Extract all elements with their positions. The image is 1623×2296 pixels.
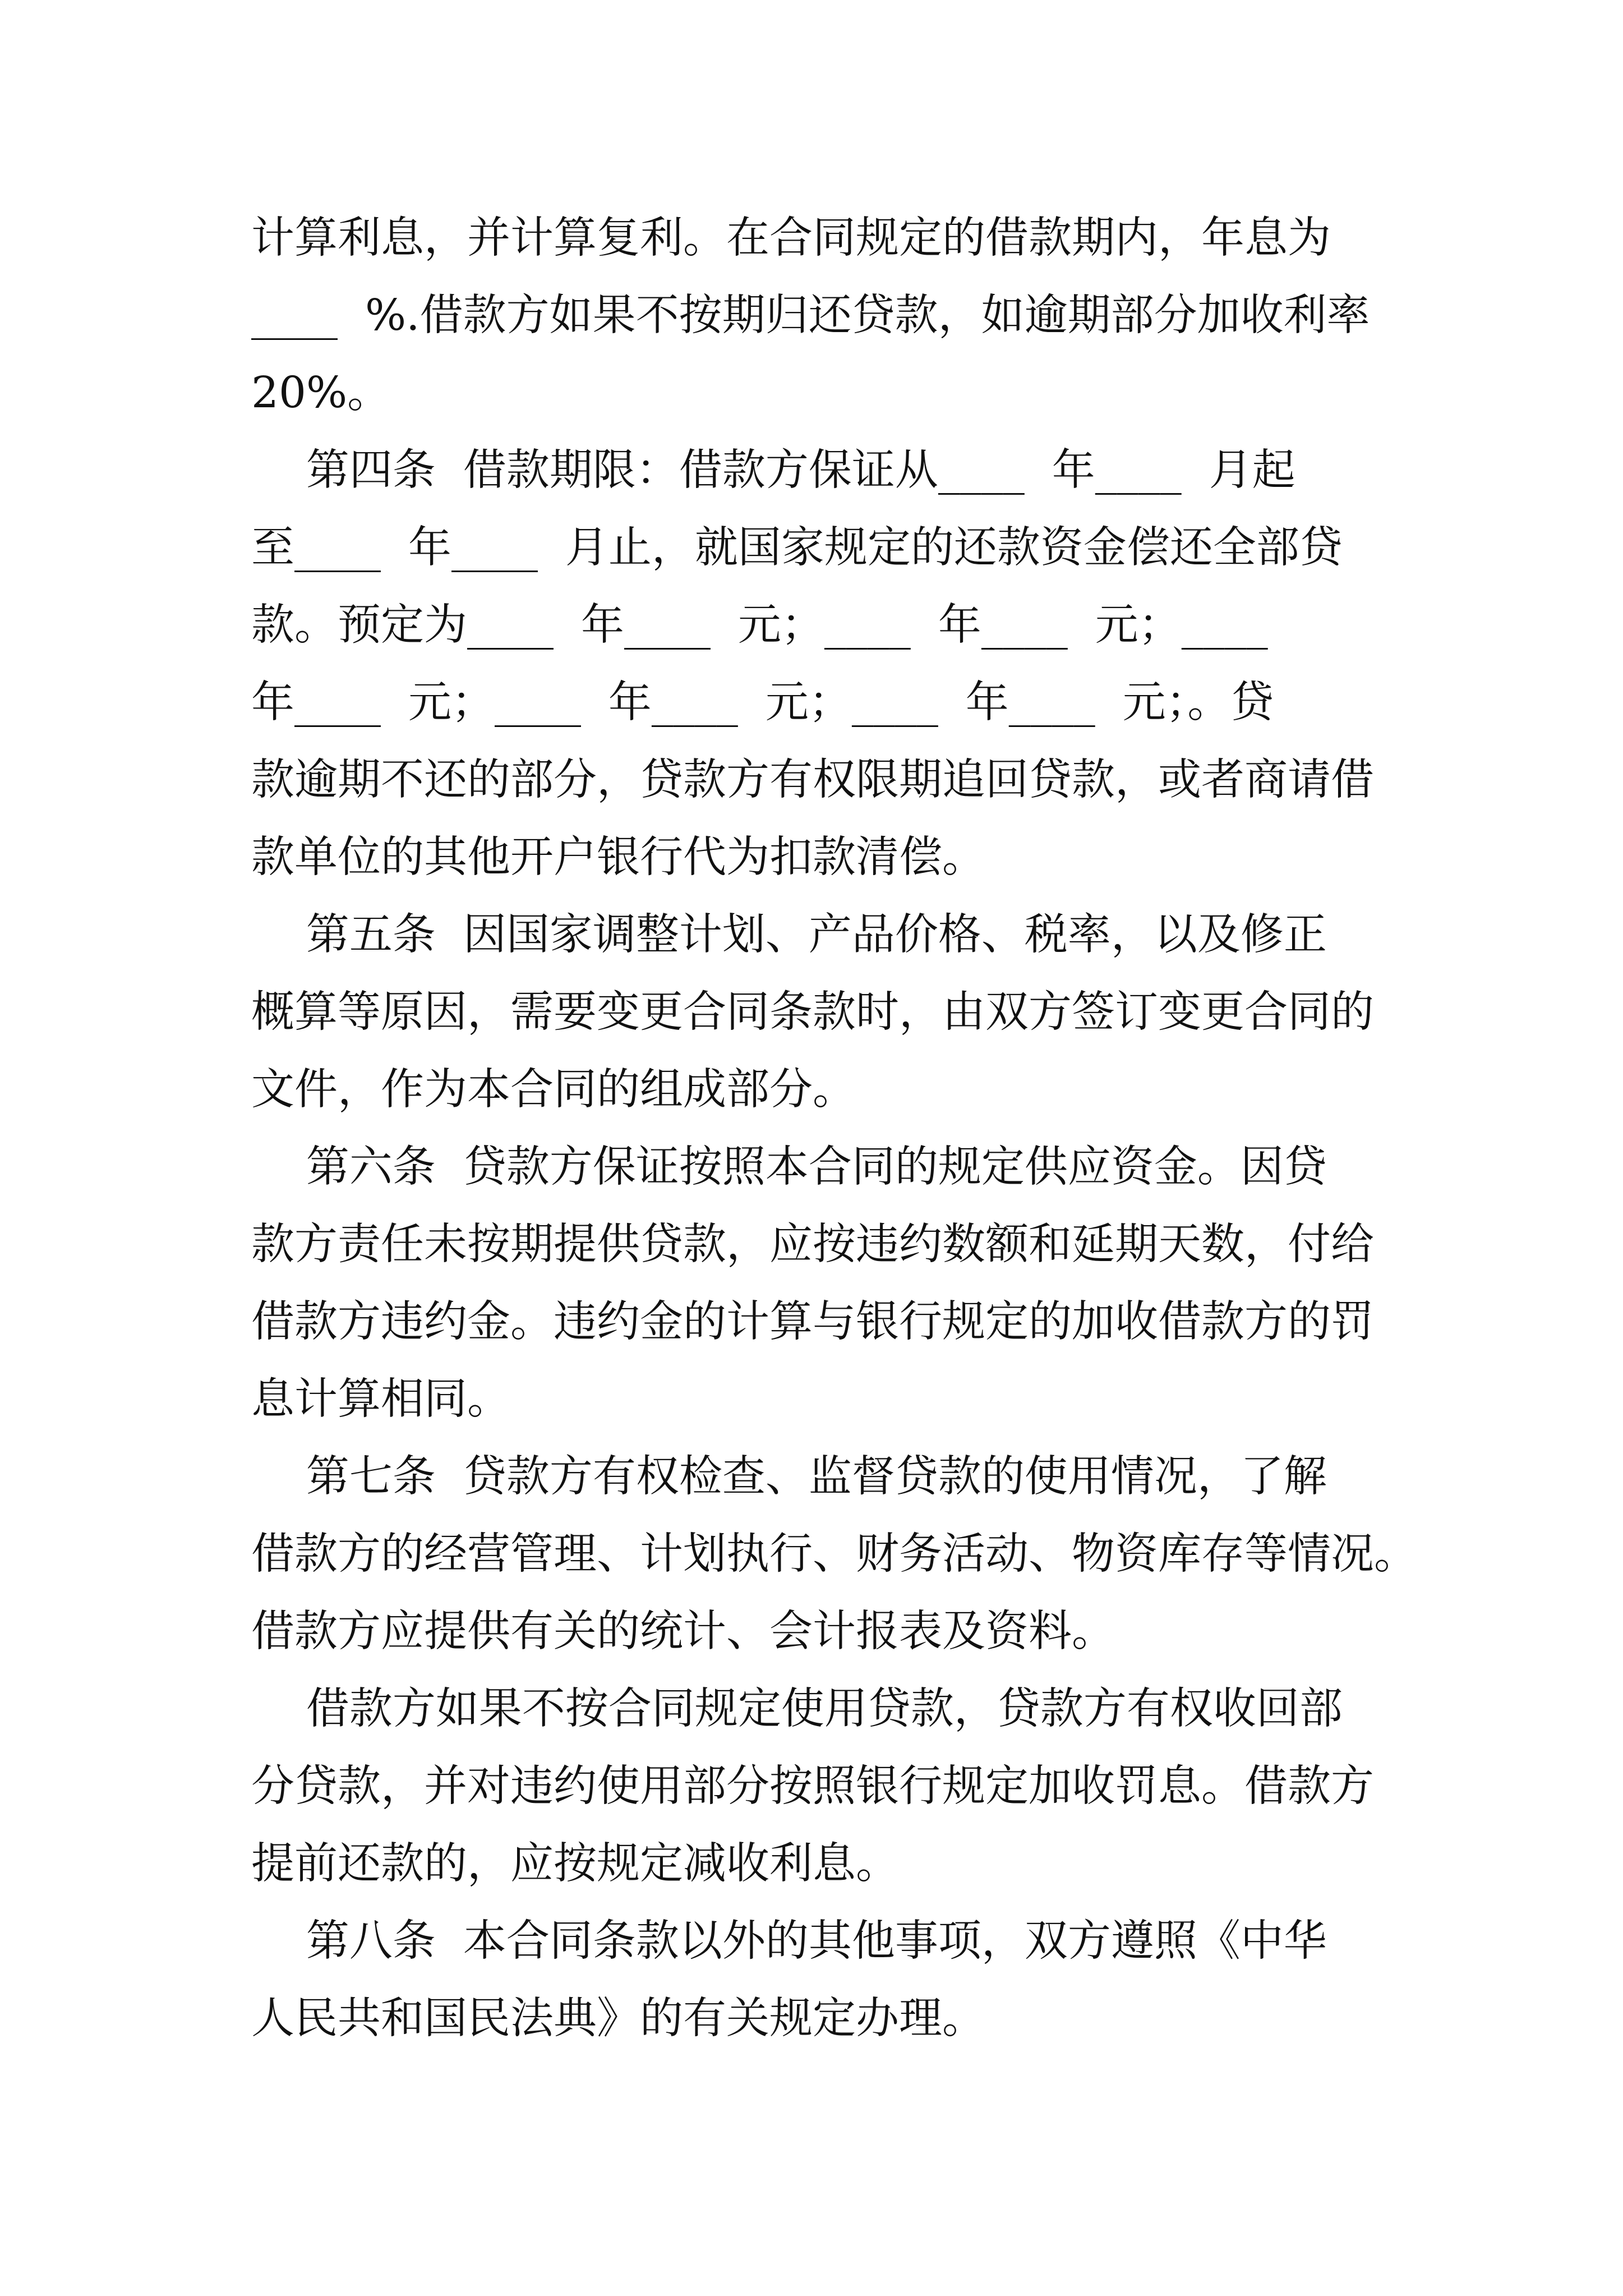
paragraph-interest: [251, 200, 1380, 432]
text-line: 分贷款，并对违约使用部分按照银行规定加收罚息。借款方: [251, 1761, 1374, 1811]
paragraph-article-5: [251, 896, 1380, 1129]
text-line: 息计算相同。: [251, 1374, 510, 1424]
text-line: 借款方应提供有关的统计、会计报表及资料。: [251, 1607, 1115, 1657]
document-page: [251, 200, 1417, 2058]
paragraph-article-7: [251, 1438, 1417, 1671]
text-line: 款逾期不还的部分，贷款方有权限期追回贷款，或者商请借: [251, 755, 1374, 805]
text-line: 至____ 年____ 月止，就国家规定的还款资金偿还全部贷: [251, 523, 1343, 573]
text-line: 20%。: [251, 368, 391, 418]
paragraph-article-6: [251, 1129, 1380, 1438]
text-line: 第六条 贷款方保证按照本合同的规定供应资金。因贷: [251, 1142, 1327, 1192]
text-line: 文件，作为本合同的组成部分。: [251, 1065, 856, 1115]
text-line: 借款方如果不按合同规定使用贷款，贷款方有权收回部: [251, 1684, 1343, 1734]
text-line: 款单位的其他开户银行代为扣款清偿。: [251, 832, 985, 882]
text-line: 年____ 元；____ 年____ 元；____ 年____ 元；。贷: [251, 678, 1274, 728]
text-line: 第五条 因国家调整计划、产品价格、税率，以及修正: [251, 910, 1327, 960]
text-line: 第四条 借款期限：借款方保证从____ 年____ 月起: [251, 445, 1295, 495]
text-line: 借款方违约金。违约金的计算与银行规定的加收借款方的罚: [251, 1297, 1374, 1347]
text-line: 第八条 本合同条款以外的其他事项，双方遵照《中华: [251, 1916, 1327, 1966]
text-line: 款。预定为____ 年____ 元；____ 年____ 元；____: [251, 600, 1268, 650]
paragraph-article-8: [251, 1903, 1380, 2058]
text-line: 计算利息，并计算复利。在合同规定的借款期内，年息为: [251, 213, 1331, 263]
text-line: ____ %.借款方如果不按期归还贷款，如逾期部分加收利率: [251, 291, 1370, 341]
text-line: 提前还款的，应按规定减收利息。: [251, 1839, 899, 1889]
paragraph-article-4: [251, 432, 1380, 896]
text-line: 第七条 贷款方有权检查、监督贷款的使用情况，了解: [251, 1452, 1327, 1502]
text-line: 概算等原因，需要变更合同条款时，由双方签订变更合同的: [251, 987, 1374, 1037]
paragraph-article-7-continued: [251, 1671, 1380, 1903]
text-line: 人民共和国民法典》的有关规定办理。: [251, 1994, 985, 2044]
text-line: 款方责任未按期提供贷款，应按违约数额和延期天数，付给: [251, 1220, 1374, 1269]
text-line: 借款方的经营管理、计划执行、财务活动、物资库存等情况。: [251, 1529, 1417, 1579]
